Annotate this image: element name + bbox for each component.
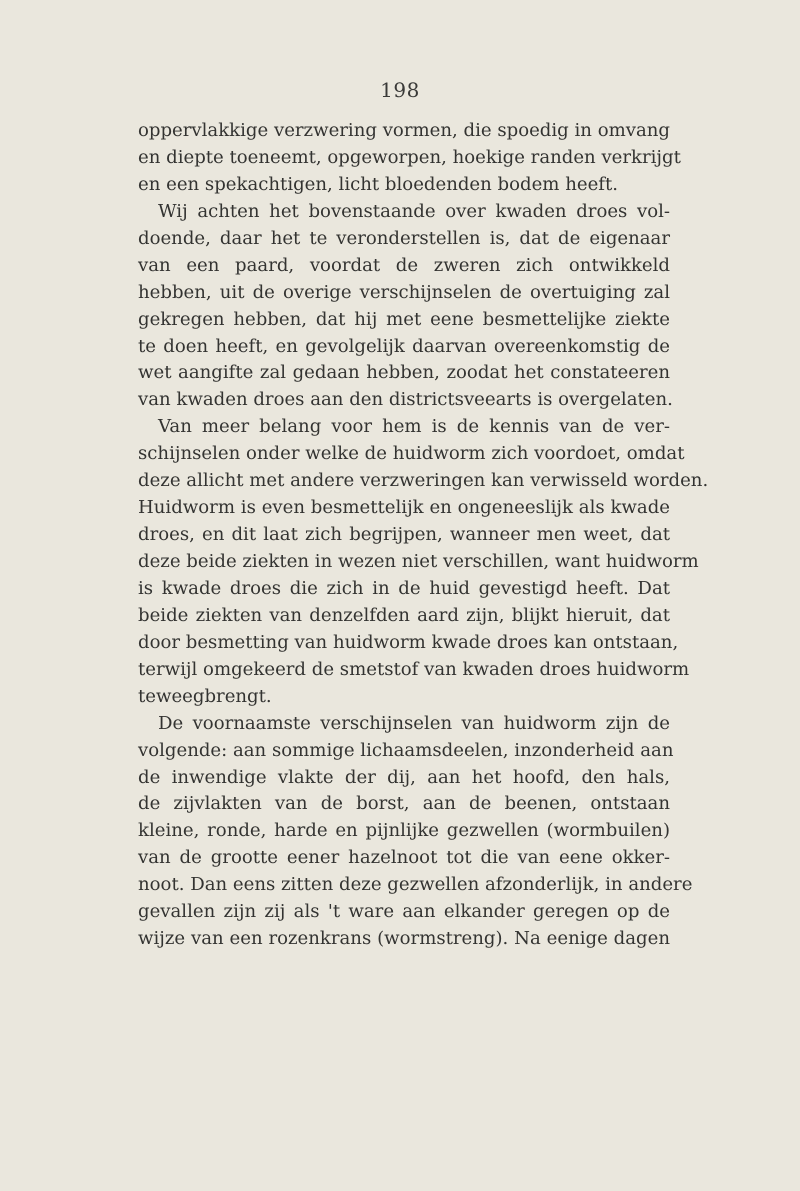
text-line: schijnselen onder welke de huidworm zich voordoet, omdat [138,443,685,465]
text-line: terwijl omgekeerd de smetstof van kwaden droes huidworm [138,658,690,680]
text-line: wijze van een rozenkrans (wormstreng). Na eenige dagen [138,928,670,950]
text-line: De voornaamste verschijnselen van huidworm zijn de [158,712,670,734]
text-line: droes, en dit laat zich begrijpen, wanneer men weet, dat [138,524,670,546]
text-line: de zijvlakten van de borst, aan de beenen, ontstaan [138,793,670,815]
text-line: Wij achten het bovenstaande over kwaden droes vol- [158,200,670,222]
text-line: deze beide ziekten in wezen niet verschillen, want huidworm [138,551,699,572]
text-line: Van meer belang voor hem is de kennis van de ver- [158,416,670,438]
text-line: doende, daar het te veronderstellen is, dat de eigenaar [138,227,670,249]
page-number: 198 [380,78,420,102]
text-line: oppervlakkige verzwering vormen, die spoedig in omvang [138,120,670,141]
text-line: volgende: aan sommige lichaamsdeelen, inzonderheid aan [138,739,674,761]
text-line: gekregen hebben, dat hij met eene besmettelijke ziekte [138,308,670,330]
text-line: wet aangifte zal gedaan hebben, zoodat het constateeren [138,362,670,384]
text-line: de inwendige vlakte der dij, aan het hoofd, den hals, [138,766,670,788]
text-line: teweegbrengt. [138,685,272,707]
text-line: hebben, uit de overige verschijnselen de overtuiging zal [138,281,670,303]
text-line: noot. Dan eens zitten deze gezwellen afzonderlijk, in andere [138,874,693,896]
text-line: te doen heeft, en gevolgelijk daarvan overeenkomstig de [138,335,670,357]
text-line: kleine, ronde, harde en pijnlijke gezwellen (wormbuilen) [138,820,670,842]
text-line: van kwaden droes aan den districtsveearts is overgelaten. [138,389,673,411]
text-line: door besmetting van huidworm kwade droes kan ontstaan, [138,631,679,653]
text-line: van de grootte eener hazelnoot tot die van eene okker- [138,847,670,869]
text-line: beide ziekten van denzelfden aard zijn, blijkt hieruit, dat [138,604,670,626]
text-line: is kwade droes die zich in de huid gevestigd heeft. Dat [138,577,670,599]
text-line: van een paard, voordat de zweren zich ontwikkeld [138,254,670,276]
text-line: en diepte toeneemt, opgeworpen, hoekige randen verkrijgt [138,146,681,168]
text-line: Huidworm is even besmettelijk en ongeneeslijk als kwade [138,497,670,519]
text-line: en een spekachtigen, licht bloedenden bodem heeft. [138,173,619,195]
text-line: gevallen zijn zij als 't ware aan elkander geregen op de [138,901,670,923]
body-text [138,118,709,953]
text-line: deze allicht met andere verzweringen kan verwisseld worden. [138,470,709,492]
